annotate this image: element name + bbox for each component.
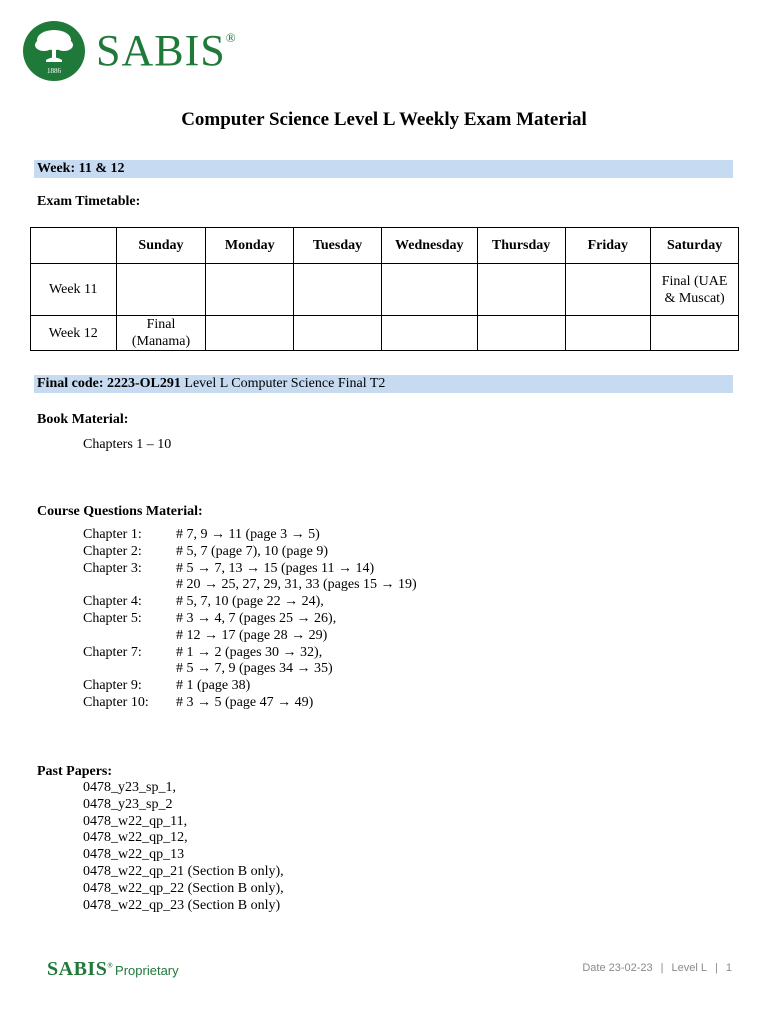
past-paper-item: 0478_w22_qp_23 (Section B only)	[83, 897, 281, 913]
chapter-questions: # 1 (page 38)	[176, 678, 251, 694]
footer-page-number: 1	[725, 962, 732, 974]
chapter-questions: # 5, 7, 10 (page 22 → 24),	[176, 594, 324, 610]
day-header-wednesday: Wednesday	[381, 228, 477, 264]
day-header-sunday: Sunday	[116, 228, 206, 264]
day-header-friday: Friday	[565, 228, 651, 264]
document-title: Computer Science Level L Weekly Exam Material	[181, 109, 587, 130]
timetable-header-row	[31, 228, 739, 264]
timetable-cell	[477, 264, 565, 316]
chapter-name: Chapter 3:	[83, 560, 142, 576]
row-label: Week 11	[31, 264, 117, 316]
book-material-label: Book Material:	[37, 412, 129, 427]
seal-year: 1886	[47, 67, 61, 75]
chapter-name: Chapter 10:	[83, 694, 149, 710]
chapter-row	[83, 645, 417, 662]
chapter-row	[83, 527, 417, 544]
chapter-row	[83, 577, 417, 594]
chapter-questions: # 3 → 4, 7 (pages 25 → 26),	[176, 610, 337, 626]
past-papers-list	[83, 780, 284, 914]
timetable-row-week-11	[31, 264, 739, 316]
past-paper-item: 0478_w22_qp_22 (Section B only),	[83, 880, 284, 896]
past-paper-item: 0478_w22_qp_12,	[83, 830, 188, 846]
timetable-corner-cell	[31, 228, 117, 264]
footer-proprietary: Proprietary	[115, 963, 179, 978]
day-header-monday: Monday	[206, 228, 294, 264]
chapter-row	[83, 695, 417, 712]
chapter-questions: # 20 → 25, 27, 29, 31, 33 (pages 15 → 19)	[176, 577, 417, 593]
timetable-cell	[565, 264, 651, 316]
chapter-questions: # 5, 7 (page 7), 10 (page 9)	[176, 543, 329, 559]
chapter-name: Chapter 7:	[83, 644, 142, 660]
footer-logo	[47, 958, 179, 981]
timetable-cell	[477, 316, 565, 351]
brand-name: SABIS®	[96, 26, 236, 75]
past-paper-item: 0478_y23_sp_2	[83, 796, 173, 812]
chapter-questions: # 5 → 7, 9 (pages 34 → 35)	[176, 661, 333, 677]
chapter-name	[83, 577, 176, 594]
chapter-name: Chapter 1:	[83, 527, 142, 542]
timetable-cell	[294, 316, 382, 351]
timetable-cell	[565, 316, 651, 351]
sabis-logo	[22, 20, 236, 82]
tree-seal-icon	[22, 20, 86, 82]
chapter-questions: # 3 → 5 (page 47 → 49)	[176, 694, 314, 710]
timetable-cell	[294, 264, 382, 316]
footer-level: Level L	[671, 962, 708, 974]
day-header-saturday: Saturday	[651, 228, 739, 264]
past-paper-item: 0478_w22_qp_21 (Section B only),	[83, 863, 284, 879]
chapter-questions: # 5 → 7, 13 → 15 (pages 11 → 14)	[176, 560, 375, 576]
course-questions-list	[83, 527, 417, 712]
timetable-cell	[651, 316, 739, 351]
chapter-questions: # 7, 9 → 11 (page 3 → 5)	[176, 527, 320, 542]
chapter-questions: # 1 → 2 (pages 30 → 32),	[176, 644, 323, 660]
chapter-row	[83, 594, 417, 611]
chapter-row	[83, 611, 417, 628]
footer-separator: |	[715, 962, 718, 974]
final-code-description: Level L Computer Science Final T2	[180, 376, 386, 391]
timetable-cell	[206, 316, 294, 351]
chapter-row	[83, 661, 417, 678]
final-code-band	[34, 375, 733, 393]
week-band-text: Week: 11 & 12	[37, 161, 125, 176]
chapter-name	[83, 661, 176, 678]
course-questions-label: Course Questions Material:	[37, 504, 203, 519]
timetable-cell	[381, 316, 477, 351]
exam-timetable-label: Exam Timetable:	[37, 194, 141, 209]
timetable-cell	[381, 264, 477, 316]
chapter-row	[83, 628, 417, 645]
chapter-row	[83, 678, 417, 695]
footer-brand: SABIS®	[47, 958, 114, 980]
footer-date: Date 23-02-23	[582, 962, 653, 974]
row-label: Week 12	[31, 316, 117, 351]
past-paper-item: 0478_w22_qp_13	[83, 847, 185, 863]
past-paper-item: 0478_w22_qp_11,	[83, 813, 188, 829]
past-paper-item: 0478_y23_sp_1,	[83, 780, 176, 795]
past-papers-label: Past Papers:	[37, 764, 113, 779]
book-material-text: Chapters 1 – 10	[83, 437, 172, 452]
chapter-name: Chapter 2:	[83, 543, 142, 559]
chapter-questions: # 12 → 17 (page 28 → 29)	[176, 627, 328, 643]
chapter-name: Chapter 4:	[83, 594, 142, 610]
day-header-tuesday: Tuesday	[294, 228, 382, 264]
footer-separator: |	[660, 962, 664, 974]
final-code: Final code: 2223-OL291	[37, 376, 181, 391]
timetable-row-week-12	[31, 316, 739, 351]
chapter-name: Chapter 5:	[83, 610, 142, 626]
timetable-cell	[206, 264, 294, 316]
week-band	[34, 160, 733, 178]
day-header-thursday: Thursday	[477, 228, 565, 264]
chapter-name	[83, 628, 176, 645]
exam-timetable	[30, 227, 739, 351]
timetable-cell: Final (Manama)	[116, 316, 206, 351]
chapter-name: Chapter 9:	[83, 678, 142, 694]
chapter-row	[83, 544, 417, 561]
footer-info	[582, 962, 732, 974]
chapter-row	[83, 561, 417, 578]
timetable-cell	[116, 264, 206, 316]
timetable-cell: Final (UAE & Muscat)	[651, 264, 739, 316]
